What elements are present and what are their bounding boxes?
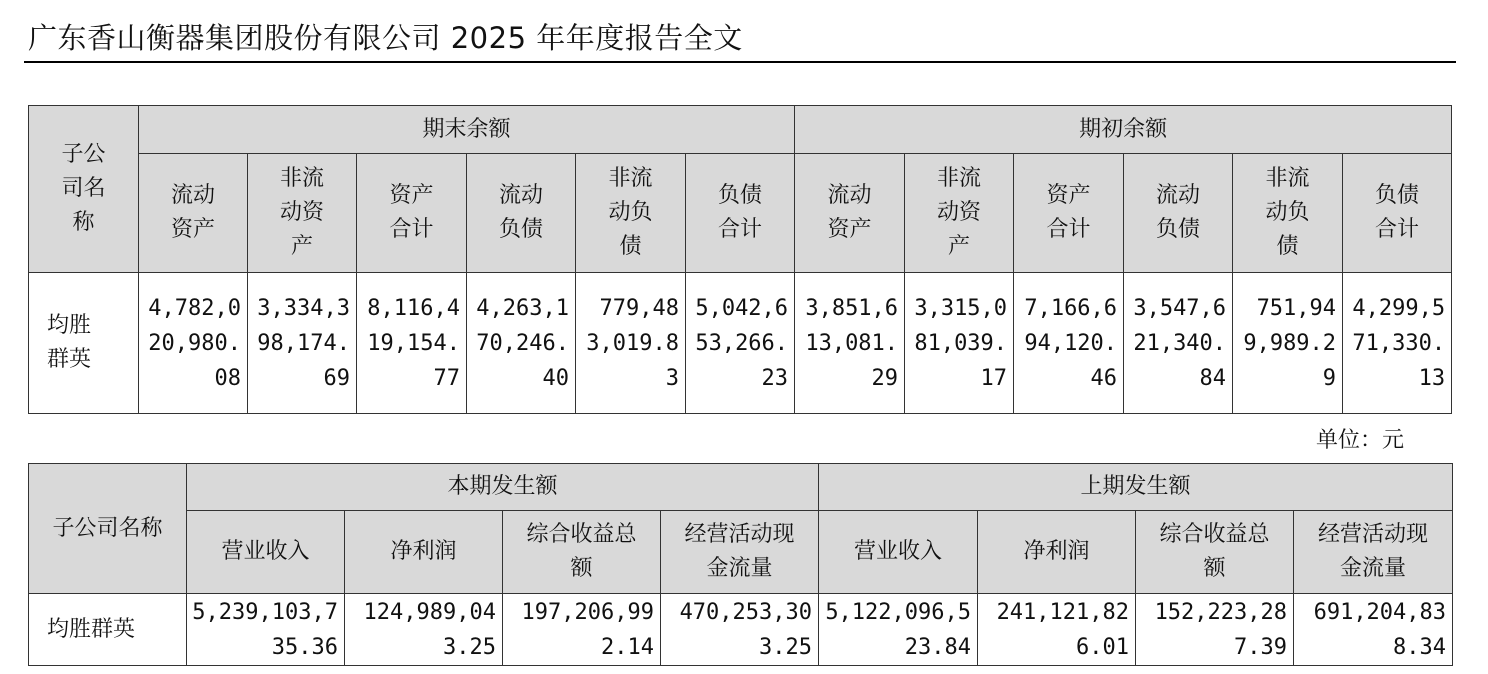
header-revenue-prior: 营业收入 — [819, 511, 978, 594]
page-title: 广东香山衡器集团股份有限公司 2025 年年度报告全文 — [28, 21, 743, 55]
header-comprehensive-income-current: 综合收益总额 — [503, 511, 661, 594]
header-subsidiary-name: 子公司名称 — [29, 106, 139, 273]
value-cell: 4,299,571,330.13 — [1343, 273, 1452, 414]
value-cell: 152,223,287.39 — [1136, 594, 1294, 666]
header-net-profit-prior: 净利润 — [978, 511, 1136, 594]
value-cell: 4,782,020,980.08 — [139, 273, 248, 414]
value-cell: 3,315,081,039.17 — [905, 273, 1014, 414]
header-net-profit-current: 净利润 — [345, 511, 503, 594]
header-noncurrent-liabilities-begin: 非流动负债 — [1233, 154, 1343, 273]
header-comprehensive-income-prior: 综合收益总额 — [1136, 511, 1294, 594]
header-total-assets-begin: 资产合计 — [1014, 154, 1124, 273]
header-noncurrent-assets-end: 非流动资产 — [248, 154, 357, 273]
header-group-begin-balance: 期初余额 — [795, 106, 1452, 154]
header-total-assets-end: 资产合计 — [357, 154, 467, 273]
header-total-liabilities-end: 负债合计 — [686, 154, 795, 273]
value-cell: 779,483,019.83 — [576, 273, 686, 414]
balance-table — [28, 105, 1452, 414]
header-current-assets-end: 流动资产 — [139, 154, 248, 273]
unit-label: 单位：元 — [1316, 428, 1405, 453]
header-total-liabilities-begin: 负债合计 — [1343, 154, 1452, 273]
income-table — [28, 463, 1453, 666]
value-cell: 4,263,170,246.40 — [467, 273, 576, 414]
value-cell: 751,949,989.29 — [1233, 273, 1343, 414]
value-cell: 8,116,419,154.77 — [357, 273, 467, 414]
header-current-liabilities-end: 流动负债 — [467, 154, 576, 273]
header-operating-cashflow-prior: 经营活动现金流量 — [1294, 511, 1453, 594]
value-cell: 7,166,694,120.46 — [1014, 273, 1124, 414]
value-cell: 5,239,103,735.36 — [187, 594, 345, 666]
header-operating-cashflow-current: 经营活动现金流量 — [661, 511, 819, 594]
table-row — [29, 273, 1452, 414]
table-row — [29, 594, 1453, 666]
subsidiary-name-cell: 均胜群英 — [29, 594, 187, 666]
subsidiary-name-cell: 均胜群英 — [29, 273, 139, 414]
title-rule — [24, 61, 1456, 63]
value-cell: 197,206,992.14 — [503, 594, 661, 666]
header-noncurrent-liabilities-end: 非流动负债 — [576, 154, 686, 273]
value-cell: 3,334,398,174.69 — [248, 273, 357, 414]
header-subsidiary-name: 子公司名称 — [29, 464, 187, 594]
header-noncurrent-assets-begin: 非流动资产 — [905, 154, 1014, 273]
header-revenue-current: 营业收入 — [187, 511, 345, 594]
value-cell: 3,547,621,340.84 — [1124, 273, 1233, 414]
value-cell: 241,121,826.01 — [978, 594, 1136, 666]
value-cell: 470,253,303.25 — [661, 594, 819, 666]
header-group-prior-period: 上期发生额 — [819, 464, 1453, 511]
value-cell: 5,042,653,266.23 — [686, 273, 795, 414]
value-cell: 3,851,613,081.29 — [795, 273, 905, 414]
header-current-liabilities-begin: 流动负债 — [1124, 154, 1233, 273]
header-current-assets-begin: 流动资产 — [795, 154, 905, 273]
value-cell: 691,204,838.34 — [1294, 594, 1453, 666]
header-group-current-period: 本期发生额 — [187, 464, 819, 511]
value-cell: 5,122,096,523.84 — [819, 594, 978, 666]
value-cell: 124,989,043.25 — [345, 594, 503, 666]
header-group-end-balance: 期末余额 — [139, 106, 795, 154]
